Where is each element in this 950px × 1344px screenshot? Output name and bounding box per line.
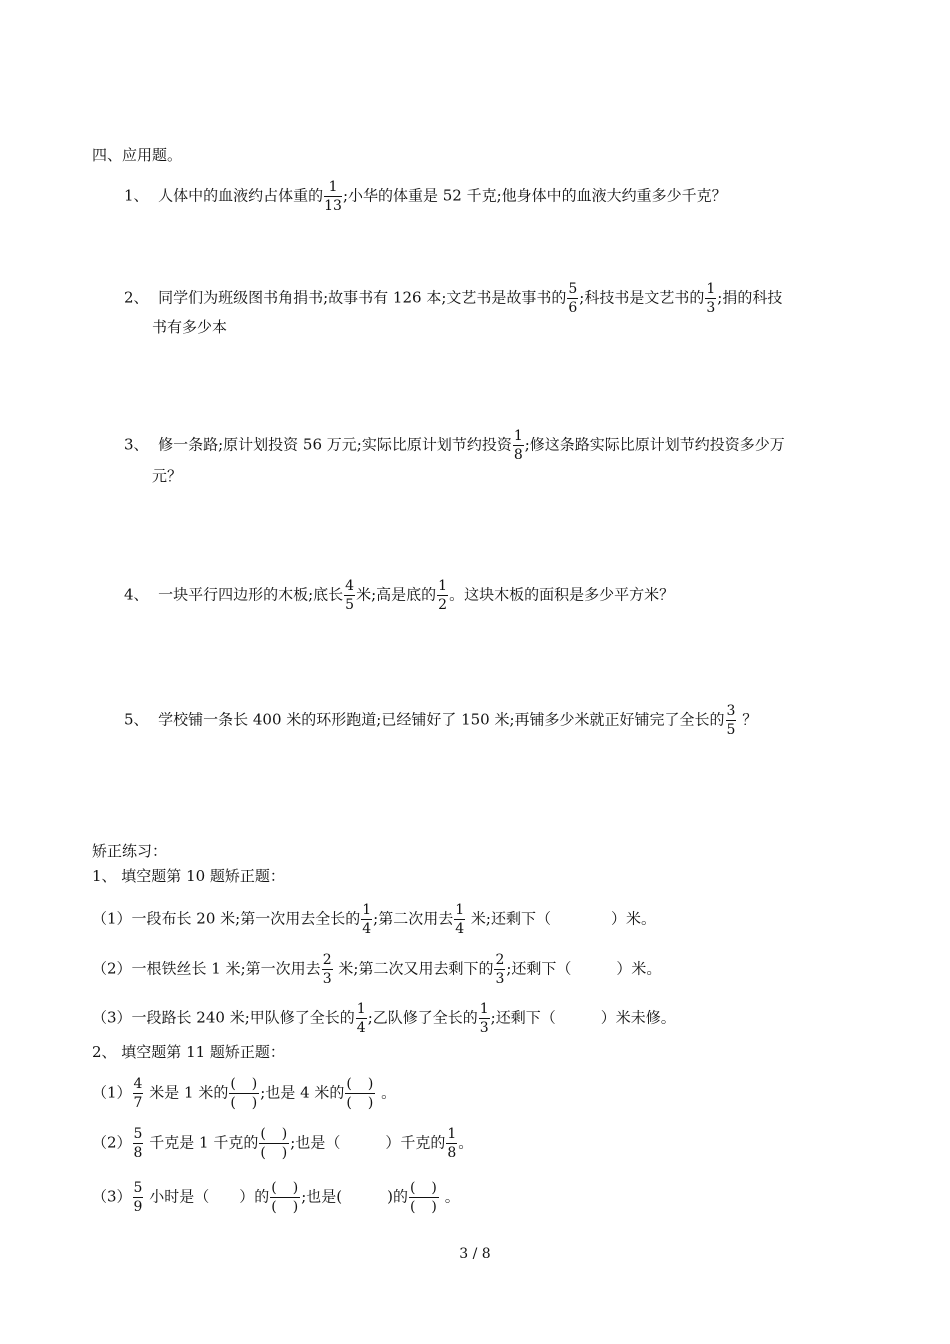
answer-blank[interactable]: $\frac{( )}{( )}$ [271, 1180, 300, 1215]
correction-title: 矫正练习： [92, 842, 168, 860]
fraction: $\frac{1}{3}$ [706, 281, 716, 316]
answer-blank[interactable]: $\frac{( )}{( )}$ [409, 1180, 438, 1215]
fraction: $\frac{1}{3}$ [479, 1001, 489, 1036]
question-number: 2、 [124, 288, 149, 307]
question-text: ;科技书是文艺书的 [579, 288, 705, 307]
question-text: 修一条路;原计划投资 56 万元;实际比原计划节约投资 [158, 435, 512, 454]
fraction: $\frac{1}{4}$ [356, 1001, 366, 1036]
correction-2-2: （2） $\frac{5}{8}$ 千克是 1 千克的 $\frac{( )}{( )}$ ;也是（ ）千克的 $\frac{1}{8}$ 。 [92, 1126, 474, 1161]
fraction: $\frac{3}{5}$ [726, 703, 736, 738]
question-3 [124, 429, 785, 462]
page-number: 3 / 8 [459, 1246, 491, 1262]
question-text: 。这块木板的面积是多少平方米？ [449, 585, 675, 604]
question-text: 人体中的血液约占体重的 [158, 186, 324, 205]
answer-blank[interactable]: $\frac{( )}{( )}$ [230, 1076, 259, 1111]
correction-1-3: （3）一段路长 240 米;甲队修了全长的 $\frac{1}{4}$ ;乙队修了全长的 $\frac{1}{3}$ ;还剩下（ ）米未修。 [92, 1001, 676, 1036]
question-2 [124, 282, 782, 315]
fraction: $\frac{1}{8}$ [513, 428, 523, 463]
correction-2-3: （3） $\frac{5}{9}$ 小时是（ ）的 $\frac{( )}{( )}$ ;也是( )的 $\frac{( )}{( )}$ 。 [92, 1180, 460, 1215]
fraction: $\frac{4}{7}$ [133, 1076, 143, 1111]
question-number: 5、 [124, 710, 149, 729]
question-3-continuation: 元？ [152, 467, 183, 485]
fraction: $\frac{1}{4}$ [362, 902, 372, 937]
question-number: 4、 [124, 585, 149, 604]
fraction: $\frac{1}{13}$ [324, 179, 342, 214]
section-title: 四、应用题。 [92, 146, 183, 164]
fraction: $\frac{5}{8}$ [133, 1126, 143, 1161]
fraction: $\frac{2}{3}$ [322, 952, 332, 987]
question-text: 米;高是底的 [356, 585, 437, 604]
question-text: ;捐的科技 [717, 288, 783, 307]
fraction: $\frac{5}{6}$ [568, 281, 578, 316]
question-text: 一块平行四边形的木板;底长 [158, 585, 344, 604]
question-1 [124, 180, 727, 213]
question-5 [124, 704, 757, 737]
answer-blank[interactable]: $\frac{( )}{( )}$ [346, 1076, 375, 1111]
question-4 [124, 579, 674, 612]
correction-group-1-title: 1、 填空题第 10 题矫正题： [92, 867, 285, 885]
fraction: $\frac{4}{5}$ [345, 578, 355, 613]
question-text: 学校铺一条长 400 米的环形跑道;已经铺好了 150 米;再铺多少米就正好铺完了全长的 [158, 710, 725, 729]
question-text: ;小华的体重是 52 千克;他身体中的血液大约重多少千克？ [342, 186, 727, 205]
fraction: $\frac{1}{4}$ [455, 902, 465, 937]
question-number: 3、 [124, 435, 149, 454]
question-text: ？ [742, 710, 758, 729]
correction-1-1: （1）一段布长 20 米;第一次用去全长的 $\frac{1}{4}$ ;第二次用去 $\frac{1}{4}$ 米;还剩下（ ）米。 [92, 902, 656, 937]
fraction: $\frac{5}{9}$ [133, 1180, 143, 1215]
correction-1-2: （2）一根铁丝长 1 米;第一次用去 $\frac{2}{3}$ 米;第二次又用去剩下的 $\frac{2}{3}$ ;还剩下（ ）米。 [92, 952, 662, 987]
fraction: $\frac{1}{2}$ [438, 578, 448, 613]
fraction: $\frac{1}{8}$ [447, 1126, 457, 1161]
correction-2-1: （1） $\frac{4}{7}$ 米是 1 米的 $\frac{( )}{( )}$ ;也是 4 米的 $\frac{( )}{( )}$ 。 [92, 1076, 397, 1111]
correction-group-2-title: 2、 填空题第 11 题矫正题： [92, 1043, 285, 1061]
question-number: 1、 [124, 186, 149, 205]
answer-blank[interactable]: $\frac{( )}{( )}$ [260, 1126, 289, 1161]
question-text: 同学们为班级图书角捐书;故事书有 126 本;文艺书是故事书的 [158, 288, 567, 307]
question-2-continuation: 书有多少本 [152, 318, 228, 336]
question-text: ;修这条路实际比原计划节约投资多少万 [524, 435, 785, 454]
fraction: $\frac{2}{3}$ [495, 952, 505, 987]
